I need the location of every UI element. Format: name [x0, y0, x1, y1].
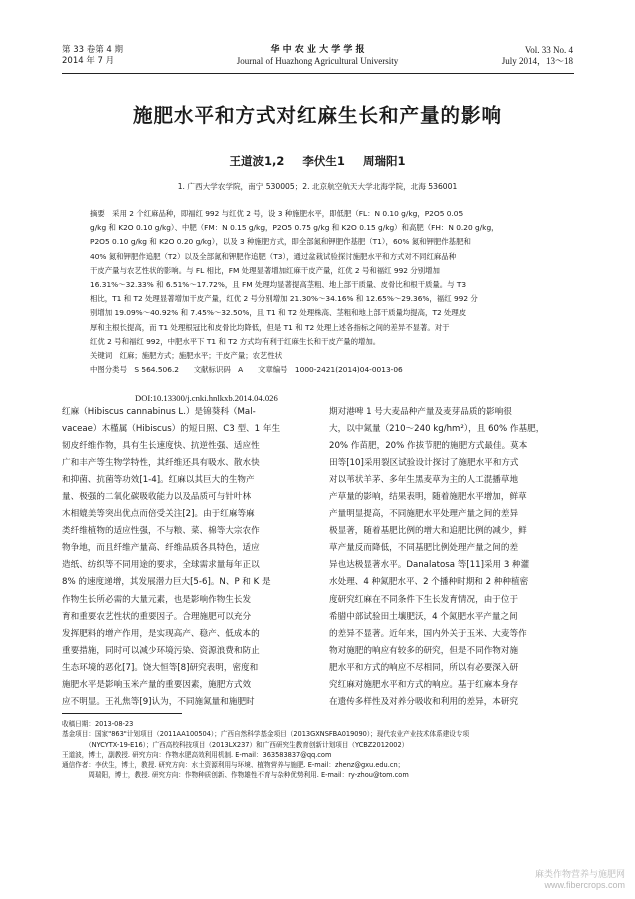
body-line: 的差异不显著。近年来，国内外关于玉米、大麦等作 — [329, 628, 527, 639]
watermark — [535, 867, 625, 890]
body-line: 8% 的速度递增，其发展潜力巨大[5-6]。N、P 和 K 是 — [62, 577, 271, 588]
footnote-line: （NYCYTX-19-E16）；广西高校科技项目（2013LX237）和广西研究生教育创新计划项目（YCBZ2012002） — [62, 740, 409, 749]
body-line: 对以苇状羊茅、多年生黑麦草为主的人工混播草地 — [329, 475, 519, 486]
body-line: 量、极强的二氧化碳吸收能力以及品质可与针叶林 — [62, 492, 252, 503]
author-name: 王道波1,2 — [229, 154, 285, 168]
body-line: 类纤维植物的适应性强，不与粮、菜、棉等大宗农作 — [62, 526, 260, 537]
watermark-site-name: 麻类作物营养与施肥网 — [534, 870, 625, 880]
abstract-line: 别增加 19.09%～40.92% 和 7.45%～32.50%，且 T1 和 T2 处理株高、茎粗和地上部干质量均提高，T2 处理皮 — [90, 308, 467, 318]
body-line: 物争地，而且纤维产量高、纤维品质各具特色，适应 — [62, 543, 260, 554]
body-line: vaceae）木槿属（Hibiscus）的短日照、C3 型、1 年生 — [62, 424, 281, 435]
body-line: 期对港啤 1 号大麦品种产量及麦芽品质的影响很 — [329, 407, 512, 417]
body-line: 20% 作苗肥，20% 作拔节肥的施肥方式最佳。莫本 — [329, 441, 528, 452]
abstract-line: 干皮产量与农艺性状的影响。与 FL 相比，FM 处理显著增加红麻干皮产量，红优 2 号和福红 992 分别增加 — [90, 265, 440, 275]
body-line: 肥水平和方式的响应不尽相同，所以有必要深入研 — [329, 662, 519, 673]
issue-info-en — [502, 45, 573, 67]
body-line: 水处理、4 种氮肥水平、2 个播种时期和 2 种种植密 — [329, 577, 529, 588]
journal-name-cn: 华 中 农 业 大 学 学 报 — [270, 45, 365, 55]
date-pages-en: July 2014，13～18 — [501, 56, 573, 66]
body-line: 韧皮纤维作物，具有生长速度快、抗逆性强、适应性 — [62, 441, 260, 452]
footnote-line: 收稿日期：2013-08-23 — [62, 720, 134, 728]
abstract — [90, 207, 499, 377]
doi: DOI:10.13300/j.cnki.hnlkxb.2014.04.026 — [135, 393, 278, 403]
abstract-line: 相比，T1 和 T2 处理显著增加干皮产量，红优 2 号分别增加 21.30%～34.16% 和 12.65%～29.36%，福红 992 分 — [90, 294, 478, 304]
body-line: 极显著，随着基肥比例的增大和追肥比例的减少，鲜 — [329, 526, 527, 537]
abstract-line: 16.31%～32.33% 和 6.51%～17.72%，且 FM 处理均显著提高茎粗、地上部干质量、皮骨比和根干质量。与 T3 — [90, 280, 467, 290]
body-line: 重要措施，同时可以减少环境污染、资源浪费和防止 — [62, 645, 260, 656]
body-line: 究红麻对施肥水平和方式的响应。基于红麻本身存 — [329, 679, 519, 690]
volume-en: Vol. 33 No. 4 — [524, 45, 573, 55]
footnote-line: 基金项目：国家"863"计划项目（2011AA100504）；广西自然科学基金项目（2013GXNSFBA019090）；现代农业产业技术体系建设专项 — [62, 730, 470, 739]
keywords: 关键词 红麻；施肥方式；施肥水平；干皮产量；农艺性状 — [90, 351, 283, 361]
header-rule — [62, 73, 574, 74]
body-left-column — [62, 404, 280, 711]
body-line: 发挥肥料的增产作用，是实现高产、稳产、低成本的 — [62, 628, 260, 639]
footnote-line: 周瑞阳，博士，教授. 研究方向：作物种质创新、作物雄性不育与杂种优势利用. E-mail：ry-zhou@tom.com — [62, 771, 409, 780]
abstract-line: 40% 氮和钾肥作追肥（T2）以及全部氮和钾肥作追肥（T3），通过盆栽试验探讨施肥水平和方式对不同红麻品种 — [90, 251, 457, 261]
abstract-line: P2O5 0.10 g/kg 和 K2O 0.20 g/kg），以及 3 种施肥方式，即全部氮和钾肥作基肥（T1），60% 氮和钾肥作基肥和 — [90, 237, 471, 247]
abstract-line: 厚和主根长提高，而 T1 处理根冠比和皮骨比均降低，但是 T1 和 T2 处理上述各指标之间的差异不显著。对于 — [90, 322, 450, 332]
footnote-line: 通信作者：李伏生，博士，教授. 研究方向：水土资源利用与环境、植物营养与施肥. E-mail：zhenz@gxu.edu.cn； — [62, 761, 405, 770]
body-line: 物对施肥的响应有较多的研究，但是不同作物对施 — [329, 645, 519, 656]
journal-name-en: Journal of Huazhong Agricultural University — [236, 56, 399, 66]
author-list — [0, 153, 635, 169]
body-line: 异也达极显著水平。Danalatosa 等[11]采用 3 种灌 — [329, 560, 530, 571]
body-line: 广和丰产等生物学特性，其纤维还具有吸水、散水快 — [62, 458, 260, 469]
issue-volume-cn: 第 33 卷第 4 期 — [62, 45, 124, 55]
abstract-line: 红优 2 号和福红 992，中肥水平下 T1 和 T2 方式均有利于红麻生长和干皮产量的增加。 — [90, 336, 381, 346]
body-line: 产草量的影响，结果表明，随着施肥水平增加，鲜草 — [329, 492, 527, 503]
body-line: 希腊中部试验田土壤肥沃，4 个氮肥水平产量之间 — [329, 611, 518, 622]
body-line: 大，以中氮量（210～240 kg/hm²），且 60% 作基肥， — [329, 424, 545, 435]
body-line: 生态环境的恶化[7]。饶大恒等[8]研究表明，密度和 — [62, 662, 259, 673]
body-line: 和抑菌、抗菌等功效[1-4]。红麻以其巨大的生物产 — [62, 475, 255, 486]
body-line: 施肥水平是影响玉米产量的重要因素，施肥方式效 — [62, 679, 252, 690]
body-line: 红麻（Hibiscus cannabinus L.）是锦葵科（Mal- — [62, 407, 256, 417]
body-line: 育和重要农艺性状的重要因子。合理施肥可以充分 — [62, 611, 252, 622]
body-line: 木相媲美等突出优点而倍受关注[2]。由于红麻等麻 — [62, 509, 255, 520]
body-line: 产量明显提高，不同施肥水平处理产量之间的差异 — [329, 509, 519, 520]
footnote-rule — [62, 713, 182, 714]
affiliation: 1. 广西大学农学院，南宁 530005；2. 北京航空航天大学北海学院，北海 536001 — [177, 182, 458, 191]
body-line: 草产量反而降低，不同基肥比例处理产量之间的差 — [329, 543, 519, 554]
body-line: 在遗传多样性及对养分吸收和利用的差异，本研究 — [329, 696, 519, 707]
body-right-column — [329, 404, 544, 711]
abstract-line: 摘要 采用 2 个红麻品种，即福红 992 与红优 2 号，设 3 种施肥水平，即低肥（FL：N 0.10 g/kg，P2O5 0.05 — [90, 209, 464, 218]
body-line: 应不明显。王礼焦等[9]认为，不同施氮量和施肥时 — [62, 696, 255, 707]
paper-title: 施肥水平和方式对红麻生长和产量的影响 — [132, 104, 502, 127]
footnote-line: 王道波，博士，副教授. 研究方向：作物水肥高效利用机制. E-mail：363583837@qq.com — [62, 750, 332, 759]
issue-info-cn — [62, 45, 123, 67]
issue-date-cn: 2014 年 7 月 — [62, 56, 115, 66]
footnotes — [62, 719, 469, 781]
author-name: 周瑞阳1 — [362, 154, 406, 168]
author-name: 李伏生1 — [302, 154, 345, 168]
body-line: 田等[10]采用裂区试验设计探讨了施肥水平和方式 — [329, 458, 519, 469]
body-line: 造纸、纺织等不同用途的要求，全球需求量每年正以 — [62, 560, 260, 571]
classification-info: 中图分类号 S 564.506.2 文献标识码 A 文章编号 1000-2421(2014)04-0013-06 — [90, 365, 403, 375]
body-line: 作物生长所必需的大量元素，也是影响作物生长发 — [62, 594, 252, 605]
body-line: 度研究红麻在不同条件下生长发育情况，由于位于 — [329, 594, 519, 605]
journal-name — [200, 45, 435, 67]
watermark-url: www.fibercrops.com — [544, 880, 625, 890]
abstract-line: g/kg 和 K2O 0.10 g/kg）、中肥（FM：N 0.15 g/kg，P2O5 0.75 g/kg 和 K2O 0.15 g/kg）和高肥（FH：N 0.20 g/kg， — [90, 223, 499, 233]
